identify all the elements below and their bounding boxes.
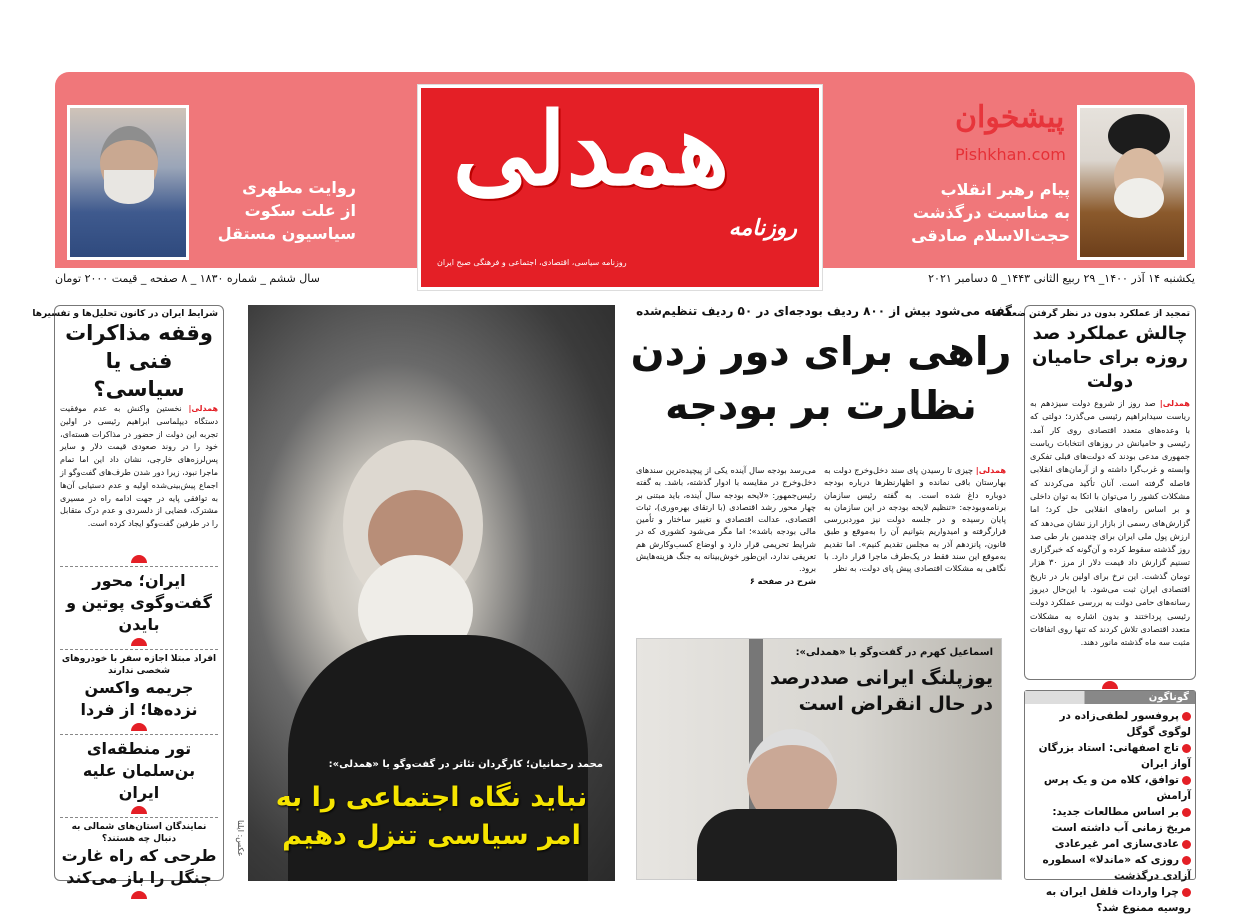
list-item[interactable]: تاج اصفهانی: استاد بزرگان آواز ایران bbox=[1038, 742, 1191, 770]
interview-kicker: اسماعیل کهرم در گفت‌وگو با «همدلی»: bbox=[795, 647, 993, 658]
body-text: نخستین واکنش به عدم موفقیت دستگاه دیپلماسی ابراهیم رئیسی در اولین تجربه این دولت از حضور در مذاکرات هسته‌ای، خود را در روند صعودی قیمت دلار و سایر پس‌لرزه‌های خارجی، نشان داد این اما تمام ماجرا نبود، زیرا دور شدن طرف‌های گفت‌وگو از اجماع پیش‌بینی‌شده اولیه و عدم دستیابی آن‌ها به توافقی پایه در جهت ادامه راه در مسیری مشترک، فضایی از دلسردی و عدم درک متقابل را در طرفین گفت‌وگو ایجاد کرده است. bbox=[60, 404, 218, 529]
dateline: یکشنبه ۱۴ آذر ۱۴۰۰_ ۲۹ ربیع الثانی ۱۴۴۳_ ۵ دسامبر ۲۰۲۱ bbox=[928, 272, 1195, 285]
newspaper-logo: همدلی bbox=[452, 90, 730, 208]
photo-credit: عکس: ایلنا bbox=[236, 820, 245, 857]
page-marker bbox=[1102, 681, 1118, 689]
interview-headline: یوزپلنگ ایرانی صددرصد در حال انقراض است bbox=[769, 667, 993, 715]
watermark-en: Pishkhan.com bbox=[955, 145, 1066, 164]
misc-title: گوناگون bbox=[1025, 691, 1195, 704]
headline[interactable]: وقفه مذاکرات فنی یا سیاسی؟ bbox=[65, 321, 213, 401]
story-headline[interactable]: ایران؛ محور گفت‌وگوی پوتین و بایدن bbox=[66, 571, 212, 634]
line: از علت سکوت bbox=[244, 201, 356, 220]
story-kicker: نمایندگان استان‌های شمالی به دنبال چه هستند؟ bbox=[71, 822, 207, 844]
list-item[interactable]: روزی که «ماندلا» اسطوره آزادی درگذشت bbox=[1042, 854, 1191, 882]
watermark-fa: پیشخوان bbox=[955, 100, 1065, 135]
line: سیاسیون مستقل bbox=[217, 224, 356, 243]
misc-news-box bbox=[1024, 690, 1196, 914]
banner-right-headline[interactable] bbox=[890, 178, 1070, 247]
right-column-story[interactable] bbox=[991, 305, 1196, 680]
story-kicker: افراد مبتلا اجازه سفر با خودروهای شخصی ندارند bbox=[61, 654, 217, 676]
motahari-photo bbox=[67, 105, 189, 260]
masthead-subtitle: روزنامه سیاسی، اقتصادی، اجتماعی و فرهنگی صبح ایران bbox=[437, 258, 627, 267]
photo-kicker: محمد رحمانیان؛ کارگردان تئاتر در گفت‌وگو با «همدلی»: bbox=[328, 759, 603, 770]
photo-headline: نباید نگاه اجتماعی را به امر سیاسی تنزل دهیم bbox=[275, 782, 588, 851]
line: روایت مطهری bbox=[242, 178, 356, 197]
byline: همدلی| bbox=[1159, 398, 1190, 408]
banner-left-headline[interactable] bbox=[196, 176, 356, 245]
main-column-2: می‌رسد بودجه سال آینده یکی از پیچیده‌ترین سندهای دخل‌وخرج در مقایسه با ادوار گذشته، باشد. به گفته رئیس‌جمهور: «لایحه بودجه سال آینده، باید مبتنی بر چهار محور رشد اقتصادی (با ارتقای بهره‌وری)، ثبات اقتصادی، عدالت اقتصادی و تغییر ساختار و تأمین مالی بودجه باشد»؛ اما مگر می‌شود کشوری که در شرایط تحریمی قرار دارد و اوضاع کسب‌وکارش هم تعریفی ندارد، این‌طور خوش‌بینانه به جنگ هزینه‌هایش برود. شرح در صفحه ۶ bbox=[636, 465, 816, 586]
logo-prefix: روزنامه bbox=[728, 216, 797, 241]
main-headline[interactable]: راهی برای دور زدن نظارت بر بودجه bbox=[630, 329, 1012, 429]
line: حجت‌الاسلام صادقی bbox=[911, 226, 1070, 245]
line: به مناسبت درگذشت bbox=[912, 203, 1070, 222]
story-headline[interactable]: طرحی که راه غارت جنگل را باز می‌کند bbox=[61, 846, 217, 887]
main-kicker: گفته می‌شود بیش از ۸۰۰ ردیف بودجه‌ای در ۵۰ ردیف تنظیم‌شده bbox=[636, 304, 1012, 318]
kicker: تمجید از عملکرد بدون در نظر گرفتن ضعف‌ها bbox=[991, 309, 1190, 319]
interview-photo[interactable] bbox=[636, 638, 1002, 880]
body-text: صد روز از شروع دولت سیزدهم به ریاست سیدابراهیم رئیسی می‌گذرد؛ دولتی که با وعده‌های متعدد اقتصادی روی کار آمد. رئیسی و حامیانش در روزهای انتخابات ریاست جمهوری مدعی بودند که دولت‌های قبلی تفکری وابسته و غرب‌گرا داشته و از آرمان‌های انقلابی فاصله گرفته است. آنان تأکید می‌کردند که مشکلات کشور را می‌توان با اتکا به توان داخلی و بر اساس راه‌های انقلابی حل کرد؛ اما گزارش‌های رسمی از بازار ارز نشان می‌دهد که ارزش پول ملی ایران برای چندمین بار طی صد روز گذشته سقوط کرده و آن‌گونه که خبرگزاری تسنیم گزارش داد قیمت دلار از مرز ۳۰ هزار تومان گذشت. این نرخ برای اولین بار در تاریخ اقتصادی ایران ثبت می‌شود. با این‌حال دیروز رسانه‌های حامی دولت به بررسی عملکرد دولت رئیسی پرداختند و بدون اشاره به مشکلات متعدد اقتصادی تلاش کردند که تنها روی اتفاقات مثبت سه ماه گذشته مانور دهند. bbox=[1029, 398, 1190, 648]
list-item[interactable]: بر اساس مطالعات جدید: مریخ زمانی آب داشته است bbox=[1051, 806, 1191, 834]
headline: چالش عملکرد صد روزه برای حامیان دولت bbox=[1031, 323, 1189, 392]
line: پیام رهبر انقلاب bbox=[940, 180, 1070, 199]
kicker: شرایط ایران در کانون تحلیل‌ها و تفسیرها bbox=[32, 309, 218, 319]
story-headline[interactable]: جریمه واکسن نزده‌ها؛ از فردا bbox=[80, 678, 198, 719]
list-item[interactable]: عادی‌سازی امر غیرعادی bbox=[1029, 836, 1191, 852]
issue-info: سال ششم _ شماره ۱۸۳۰ _ ۸ صفحه _ قیمت ۲۰۰۰ تومان bbox=[55, 272, 320, 285]
list-item[interactable]: چرا واردات فلفل ایران به روسیه ممنوع شد؟ bbox=[1045, 886, 1191, 914]
list-item[interactable]: توافق، کلاه من و یک پرس آرامش bbox=[1043, 774, 1191, 802]
left-column: شرایط ایران در کانون تحلیل‌ها و تفسیرها وقفه مذاکرات فنی یا سیاسی؟ همدلی| نخستین واکنش به عدم موفقیت دستگاه دیپلماسی ابراهیم رئیسی در اولین تجربه این دولت از حضور در مذاکرات هسته‌ای، خود را در روند صعودی قیمت دلار و سایر پس‌لرزه‌های خارجی، نشان داد این اما تمام ماجرا نبود، زیرا دور شدن طرف‌های گفت‌وگو از اجماع پیش‌بینی‌شده اولیه و عدم دستیابی آن‌ها به توافقی پایه در جهت ادامه راه در مسیری مشترک، فضایی از دلسردی و عدم درک متقابل را در طرفین گفت‌وگو ایجاد کرده است. ایران؛ محور گفت‌وگوی پوتین و بایدن افراد مبتلا اجازه سفر با خودروهای شخصی ندارند جریمه واکسن نزده‌ها؛ از فردا تور منطقه‌ای بن‌سلمان علیه ایران نمایندگان استان‌های شمالی به دنبال چه هستند؟ طرحی که راه غارت جنگل را باز می‌کند bbox=[54, 305, 224, 881]
continued-link[interactable]: شرح در صفحه ۶ bbox=[749, 575, 816, 586]
leader-photo bbox=[1077, 105, 1187, 260]
rahmanian-photo[interactable] bbox=[248, 305, 615, 881]
list-item[interactable]: پروفسور لطفی‌زاده در لوگوی گوگل bbox=[1059, 710, 1191, 738]
masthead bbox=[418, 85, 822, 290]
story-headline[interactable]: تور منطقه‌ای بن‌سلمان علیه ایران bbox=[82, 739, 196, 802]
main-column-1: همدلی| چیزی تا رسیدن پای سند دخل‌وخرج دولت به بهارستان باقی نمانده و اظهارنظرها درباره بودجه دوباره داغ شده است. به گفته رئیس سازمان برنامه‌وبودجه: «تنظیم لایحه بودجه در این سازمان به پایان رسیده و در جلسه دولت نیز موردبررسی قرارگرفته و امیدواریم بتوانیم آن را به‌موقع و طبق قانون، پانزدهم آذر به مجلس تقدیم کنیم». اما تقدیم به‌موقع این سند فقط در یک‌طرف ماجرا قرار دارد. با نگاهی به مشکلات اقتصادی پیش پای دولت، به نظر bbox=[824, 465, 1006, 574]
